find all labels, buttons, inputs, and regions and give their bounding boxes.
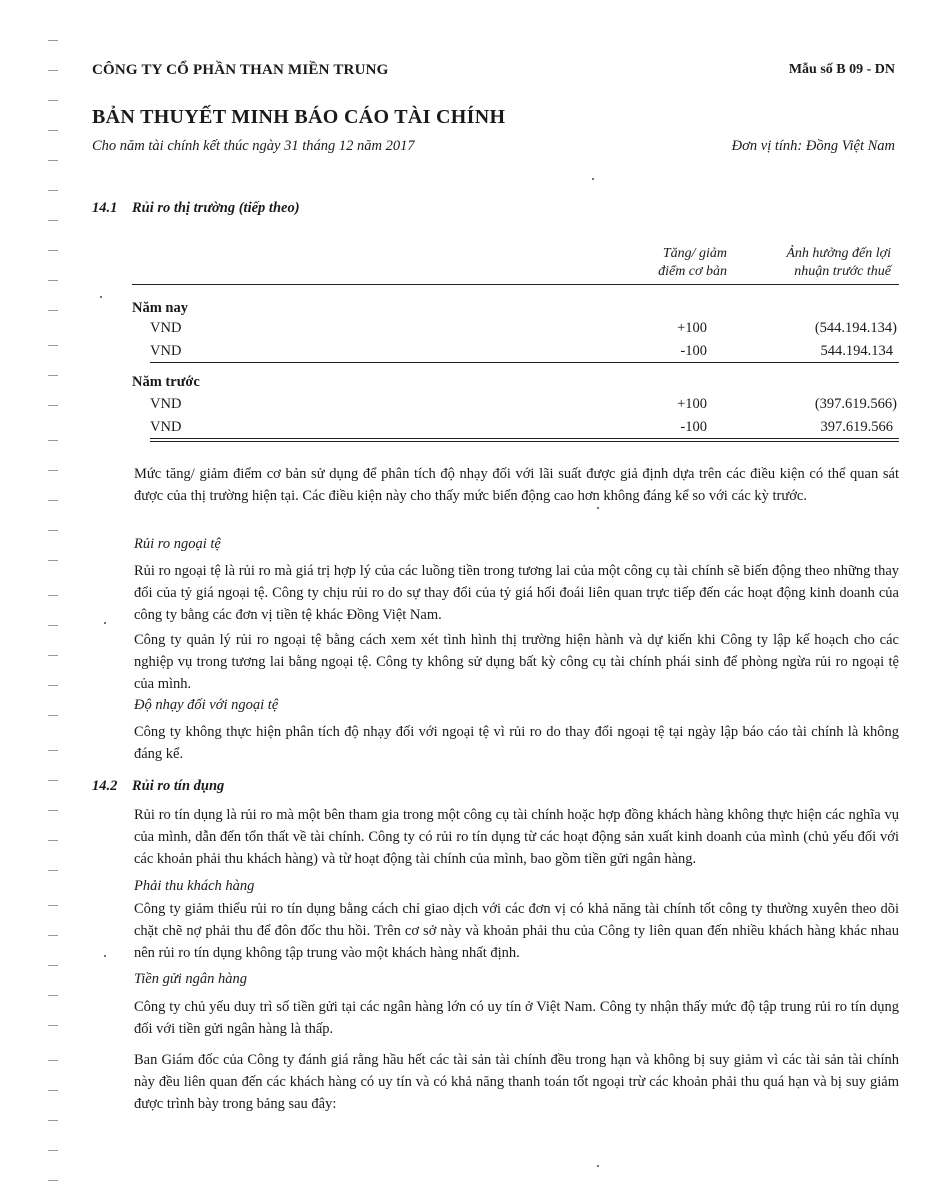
currency-unit: Đơn vị tính: Đồng Việt Nam — [731, 138, 895, 154]
row-currency: VND — [150, 396, 182, 412]
subheading-bank-deposits: Tiền gửi ngân hàng — [134, 971, 248, 987]
section-heading-14-1 — [92, 200, 300, 217]
document-title: BẢN THUYẾT MINH BÁO CÁO TÀI CHÍNH — [92, 106, 506, 128]
row-change: +100 — [677, 396, 707, 412]
paragraph-basis-points: Mức tăng/ giảm điểm cơ bản sử dụng để phân tích độ nhạy đối với lãi suất được giả định dựa trên các điều kiện có thể quan sát được của thị trường hiện tại. Các điều kiện này cho thấy mức biến động cao hơn không đáng kể so với các kỳ trước. — [134, 466, 899, 504]
column-header-profit-effect — [731, 245, 891, 281]
row-currency: VND — [150, 343, 182, 359]
subheading-receivables: Phải thu khách hàng — [134, 878, 255, 894]
row-change: +100 — [677, 320, 707, 336]
section-number: 14.2 — [92, 778, 118, 794]
reporting-period: Cho năm tài chính kết thúc ngày 31 tháng 12 năm 2017 — [92, 138, 415, 154]
row-effect: (544.194.134) — [814, 320, 897, 336]
column-header-line: điểm cơ bản — [658, 264, 727, 279]
scan-speck — [104, 622, 106, 624]
row-effect: 397.619.566 — [820, 419, 893, 435]
group-label-current-year: Năm nay — [132, 300, 188, 316]
table-bottom-rule-1 — [150, 438, 899, 439]
company-name: CÔNG TY CỔ PHẦN THAN MIỀN TRUNG — [92, 62, 389, 78]
scan-speck — [104, 955, 106, 957]
scan-speck — [597, 1165, 599, 1167]
subheading-fx-sensitivity: Độ nhạy đối với ngoại tệ — [134, 697, 279, 713]
section-title: Rủi ro tín dụng — [132, 778, 225, 794]
section-title: Rủi ro thị trường (tiếp theo) — [132, 200, 300, 216]
row-currency: VND — [150, 419, 182, 435]
group-rule — [150, 362, 899, 363]
section-heading-14-2 — [92, 778, 224, 795]
column-header-line: Ảnh hưởng đến lợi — [786, 246, 891, 261]
row-currency: VND — [150, 320, 182, 336]
form-number: Mẫu số B 09 - DN — [788, 62, 895, 77]
paragraph-receivables: Công ty giảm thiểu rủi ro tín dụng bằng cách chỉ giao dịch với các đơn vị có khả năng tài chính tốt công ty thường xuyên theo dõi chặt chẽ nợ phải thu để đôn đốc thu hồi. Trên cơ sở này và khoản phải thu của Công ty liên quan đến nhiều khách hàng khác nhau nên rủi ro tín dụng không tập trung vào một khách hàng nhất định. — [134, 901, 899, 961]
row-change: -100 — [680, 343, 707, 359]
table-bottom-rule-2 — [150, 441, 899, 442]
scan-speck — [592, 178, 594, 180]
column-header-basis-points — [607, 245, 727, 281]
paragraph-board-assessment: Ban Giám đốc của Công ty đánh giá rằng hầu hết các tài sản tài chính đều trong hạn và không bị suy giảm vì các tài sản tài chính này đều liên quan đến các khách hàng có uy tín và có khả năng thanh toán tốt ngoại trừ các khoản phải thu quá hạn và bị suy giảm được trình bày trong bảng sau đây: — [134, 1052, 899, 1112]
column-header-line: nhuận trước thuế — [794, 264, 891, 279]
table-header-rule — [132, 284, 899, 285]
paragraph-fx-risk: Rủi ro ngoại tệ là rủi ro mà giá trị hợp lý của các luồng tiền trong tương lai của một công cụ tài chính sẽ biến động theo những thay đổi của tỷ giá ngoại tệ. Công ty chịu rủi ro do sự thay đổi của tỷ giá hối đoái liên quan trực tiếp đến các hoạt động kinh doanh của công ty bằng các đơn vị tiền tệ khác Đồng Việt Nam. — [134, 563, 899, 623]
row-effect: 544.194.134 — [820, 343, 893, 359]
scan-speck — [597, 507, 599, 509]
row-change: -100 — [680, 419, 707, 435]
row-effect: (397.619.566) — [814, 396, 897, 412]
group-label-prior-year: Năm trước — [132, 374, 200, 390]
column-header-line: Tăng/ giảm — [662, 246, 727, 261]
paragraph-fx-management: Công ty quản lý rủi ro ngoại tệ bằng cách xem xét tình hình thị trường hiện hành và dự kiến khi Công ty lập kế hoạch cho các nghiệp vụ trong tương lai bằng ngoại tệ. Công ty không sử dụng bất kỳ công cụ tài chính phái sinh để phòng ngừa rủi ro ngoại tệ của mình. — [134, 632, 899, 692]
paragraph-bank-deposits: Công ty chủ yếu duy trì số tiền gửi tại các ngân hàng lớn có uy tín ở Việt Nam. Công ty nhận thấy mức độ tập trung rủi ro tín dụng đối với tiền gửi ngân hàng là thấp. — [134, 999, 899, 1037]
section-number: 14.1 — [92, 200, 118, 216]
paragraph-credit-risk: Rủi ro tín dụng là rủi ro mà một bên tham gia trong một công cụ tài chính hoặc hợp đồng khách hàng không thực hiện các nghĩa vụ của mình, dẫn đến tổn thất về tài chính. Công ty có rủi ro tín dụng từ các hoạt động sản xuất kinh doanh của mình (chủ yếu đối với các khoản phải thu khách hàng) và từ hoạt động tài chính của mình, bao gồm tiền gửi ngân hàng. — [134, 807, 899, 867]
subheading-fx-risk: Rủi ro ngoại tệ — [134, 536, 221, 552]
scan-speck — [100, 296, 102, 298]
paragraph-fx-sensitivity: Công ty không thực hiện phân tích độ nhạy đối với ngoại tệ vì rủi ro do thay đổi ngoại tệ tại ngày lập báo cáo tài chính là không đáng kể. — [134, 724, 899, 762]
